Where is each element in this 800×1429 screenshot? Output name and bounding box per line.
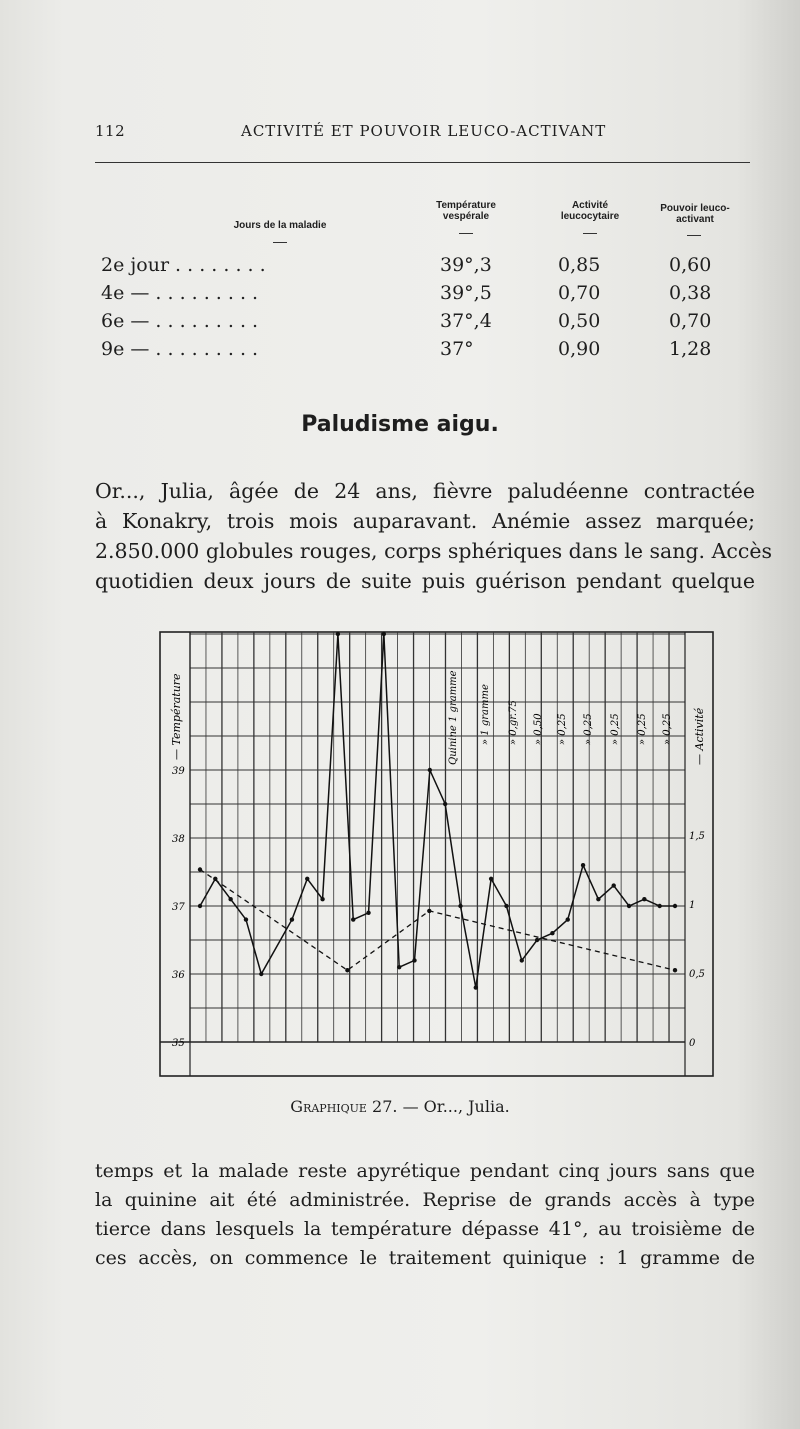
activity-point — [427, 909, 431, 913]
temperature-point — [520, 958, 524, 962]
temperature-line — [200, 634, 675, 988]
dose-annotation: » 1 gramme — [480, 684, 491, 745]
activity-point — [345, 968, 349, 972]
header-activity: Activité leucocytaire — [560, 200, 620, 222]
caption-label: Graphique 27. — [290, 1097, 398, 1116]
right-tick-label: 0,5 — [689, 969, 705, 980]
header-temp: Température vespérale — [436, 200, 496, 222]
temperature-point — [290, 917, 294, 921]
running-title: ACTIVITÉ ET POUVOIR LEUCO-ACTIVANT — [241, 122, 607, 140]
temperature-point — [673, 904, 677, 908]
temperature-point — [198, 904, 202, 908]
text-line: 2.850.000 globules rouges, corps sphériques dans le sang. Accès — [95, 539, 772, 563]
temperature-point — [627, 904, 631, 908]
cell-temp: 39°,5 — [440, 282, 492, 304]
temperature-point — [443, 802, 447, 806]
header-power: Pouvoir leuco-activant — [660, 203, 730, 225]
right-tick-label: 1,5 — [689, 831, 705, 842]
temperature-point — [412, 958, 416, 962]
left-tick-label: 35 — [172, 1038, 185, 1049]
header-dash — [273, 242, 287, 243]
cell-activity: 0,85 — [558, 254, 601, 276]
section-title: Paludisme aigu. — [301, 412, 499, 437]
temperature-point — [320, 897, 324, 901]
dose-annotation: » 0,25 — [557, 713, 568, 745]
cell-activity: 0,50 — [558, 310, 601, 332]
left-tick-label: 37 — [172, 902, 185, 913]
running-head — [95, 122, 750, 146]
table-row — [95, 282, 750, 310]
temperature-point — [305, 877, 309, 881]
temperature-point — [458, 904, 462, 908]
temperature-point — [581, 863, 585, 867]
page-number: 112 — [95, 122, 126, 140]
cell-power: 0,70 — [669, 310, 712, 332]
temperature-activity-chart — [158, 630, 715, 1080]
temperature-point — [259, 972, 263, 976]
temperature-point — [397, 965, 401, 969]
chart-svg — [158, 630, 715, 1080]
cell-day: 9e — . . . . . . . . . — [101, 338, 259, 360]
cell-temp: 37°,4 — [440, 310, 492, 332]
temperature-point — [504, 904, 508, 908]
temperature-point — [566, 917, 570, 921]
temperature-point — [228, 897, 232, 901]
caption-text: — Or..., Julia. — [402, 1097, 510, 1116]
dose-annotation: » 0,25 — [583, 713, 594, 745]
dose-annotation: Quinine 1 gramme — [448, 670, 459, 765]
dose-annotation: » 0,25 — [637, 713, 648, 745]
temperature-point — [474, 985, 478, 989]
cell-power: 1,28 — [669, 338, 712, 360]
cell-power: 0,60 — [669, 254, 712, 276]
text-line: quotidien deux jours de suite puis guérison pendant quelque — [95, 569, 755, 593]
temperature-point — [336, 632, 340, 636]
activity-point — [673, 968, 677, 972]
activity-point — [198, 867, 202, 871]
left-tick-label: 36 — [172, 970, 185, 981]
temperature-point — [244, 917, 248, 921]
dose-annotation: » 0,gr.75 — [508, 700, 519, 745]
text-line: Or..., Julia, âgée de 24 ans, fièvre paludéenne contractée — [95, 479, 755, 503]
temperature-point — [550, 931, 554, 935]
chart-frame — [160, 632, 713, 1076]
cell-activity: 0,70 — [558, 282, 601, 304]
temperature-point — [612, 883, 616, 887]
temperature-point — [596, 897, 600, 901]
temperature-point — [428, 768, 432, 772]
dose-annotation: » 0,25 — [610, 713, 621, 745]
header-rule — [95, 162, 750, 163]
cell-day: 4e — . . . . . . . . . — [101, 282, 259, 304]
cell-day: 6e — . . . . . . . . . — [101, 310, 259, 332]
right-tick-label: 1 — [689, 900, 696, 911]
header-dash — [687, 235, 701, 236]
dose-annotation: » 0,25 — [662, 713, 673, 745]
cell-day: 2e jour . . . . . . . . — [101, 254, 266, 276]
temperature-point — [535, 938, 539, 942]
right-tick-label: 0 — [689, 1038, 696, 1049]
temperature-point — [657, 904, 661, 908]
temperature-point — [351, 917, 355, 921]
temperature-point — [382, 632, 386, 636]
text-line: tierce dans lesquels la température dépasse 41°, au troisième de — [95, 1218, 755, 1240]
left-tick-label: 39 — [172, 766, 185, 777]
text-line: à Konakry, trois mois auparavant. Anémie assez marquée; — [95, 509, 755, 533]
table-row — [95, 338, 750, 366]
figure-caption — [0, 1097, 800, 1116]
temperature-point — [366, 911, 370, 915]
data-table — [95, 190, 750, 380]
right-axis-label: — Activité — [693, 707, 706, 765]
header-dash — [583, 233, 597, 234]
header-dash — [459, 233, 473, 234]
dose-annotation: » 0,50 — [533, 713, 544, 745]
table-row — [95, 254, 750, 282]
table-row — [95, 310, 750, 338]
cell-activity: 0,90 — [558, 338, 601, 360]
left-tick-label: 38 — [172, 834, 185, 845]
cell-power: 0,38 — [669, 282, 712, 304]
text-line: la quinine ait été administrée. Reprise de grands accès à type — [95, 1189, 755, 1211]
text-line: temps et la malade reste apyrétique pendant cinq jours sans que — [95, 1160, 755, 1182]
text-line: ces accès, on commence le traitement quinique : 1 gramme de — [95, 1247, 755, 1269]
temperature-point — [642, 897, 646, 901]
paragraph-2 — [95, 1157, 755, 1273]
header-day: Jours de la maladie — [233, 220, 327, 231]
temperature-point — [489, 877, 493, 881]
paragraph-1 — [95, 476, 772, 596]
cell-temp: 37° — [440, 338, 474, 360]
left-axis-label: — Température — [170, 673, 183, 760]
cell-temp: 39°,3 — [440, 254, 492, 276]
